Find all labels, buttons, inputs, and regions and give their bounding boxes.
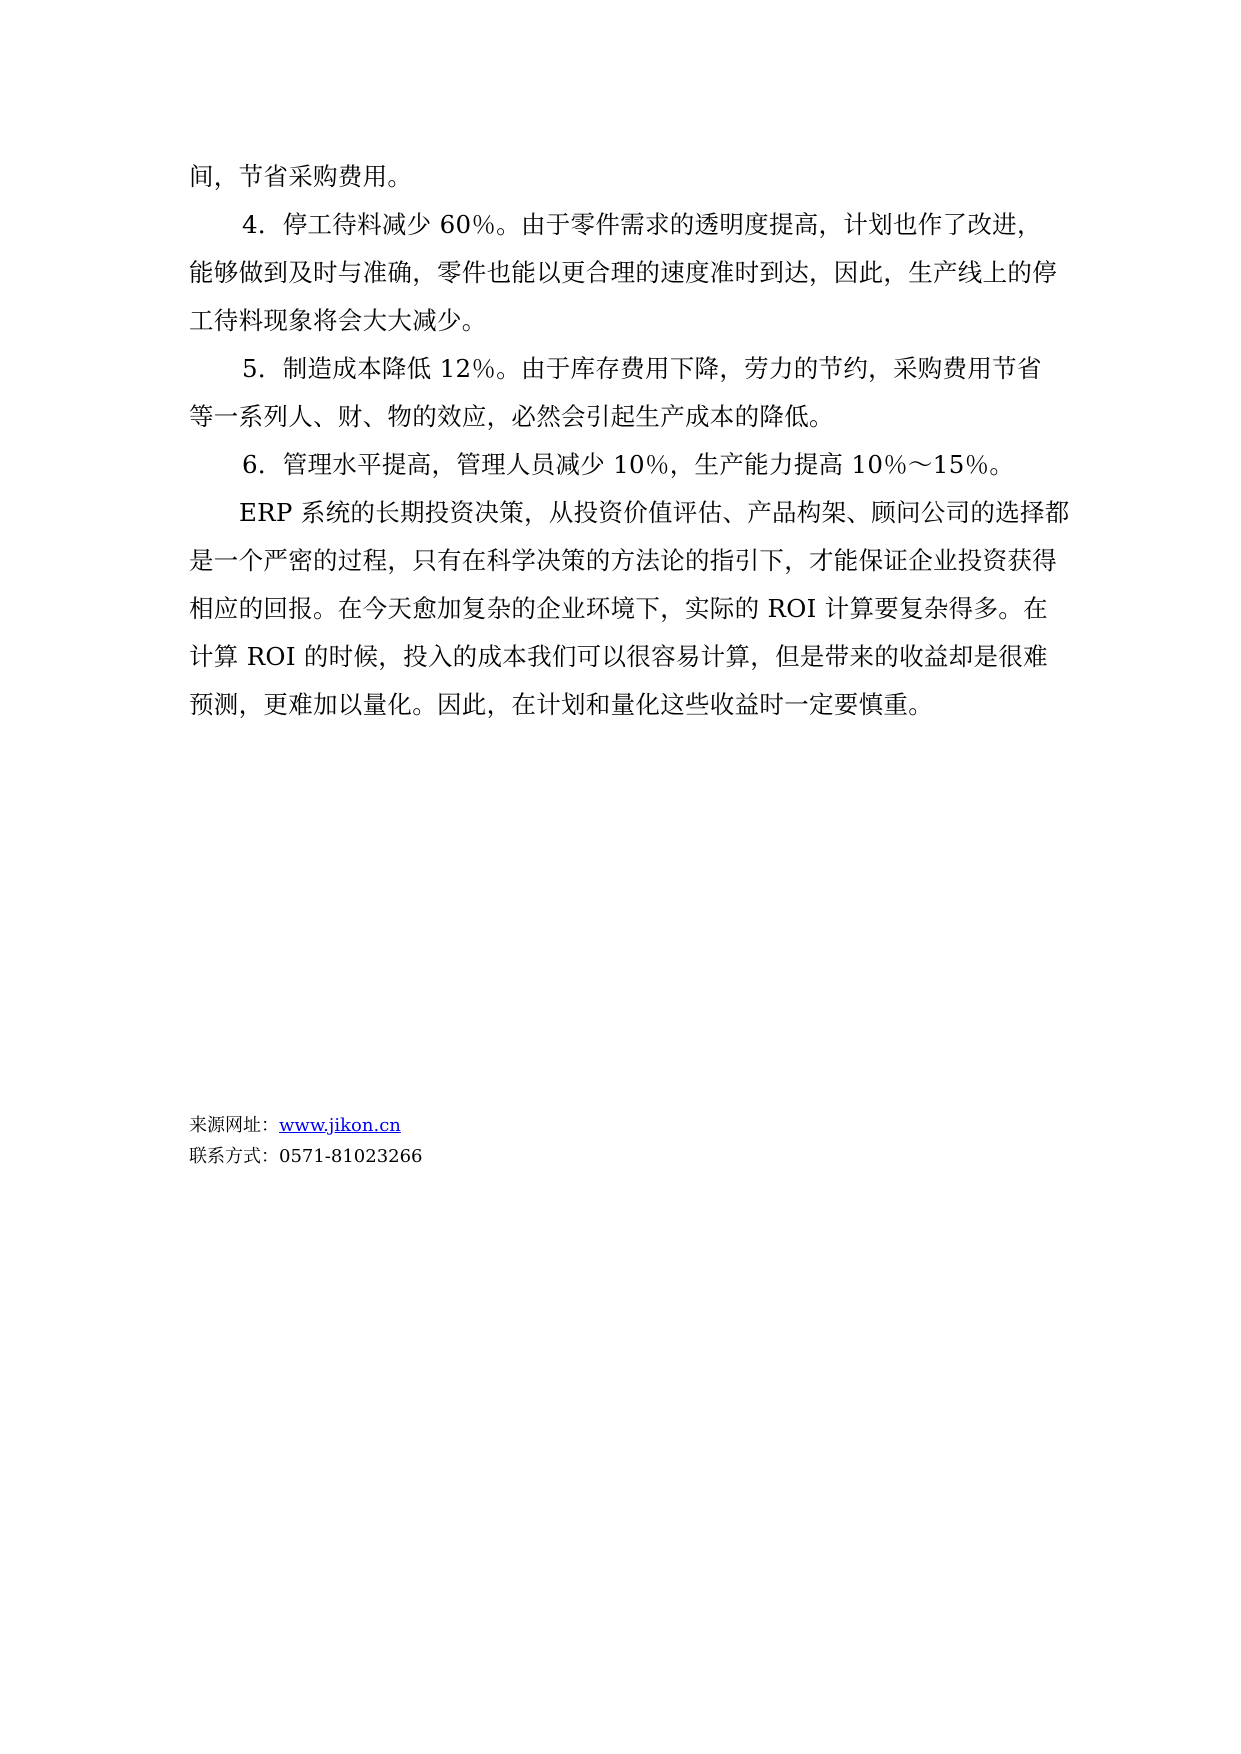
source-link[interactable]: www.jikon.cn [279, 1115, 401, 1136]
body-line-3: 能够做到及时与准确，零件也能以更合理的速度准时到达，因此，生产线上的停 [189, 258, 1057, 287]
body-line-6: 等一系列人、财、物的效应，必然会引起生产成本的降低。 [189, 402, 834, 431]
contact-label: 联系方式： [189, 1146, 279, 1167]
body-line-7: 6．管理水平提高，管理人员减少 10％，生产能力提高 10％～15％。 [242, 450, 1015, 479]
body-line-10: 相应的回报。在今天愈加复杂的企业环境下，实际的 ROI 计算要复杂得多。在 [189, 594, 1048, 623]
body-line-9: 是一个严密的过程，只有在科学决策的方法论的指引下，才能保证企业投资获得 [189, 546, 1057, 575]
body-line-12: 预测，更难加以量化。因此，在计划和量化这些收益时一定要慎重。 [189, 690, 933, 719]
contact-phone: 0571-81023266 [279, 1146, 423, 1167]
body-line-4: 工待料现象将会大大减少。 [189, 306, 487, 335]
body-line-2: 4．停工待料减少 60％。由于零件需求的透明度提高，计划也作了改进， [242, 210, 1042, 239]
footer-source [189, 1113, 401, 1139]
body-line-11: 计算 ROI 的时候，投入的成本我们可以很容易计算，但是带来的收益却是很难 [189, 642, 1048, 671]
source-label: 来源网址： [189, 1115, 279, 1136]
footer-contact [189, 1144, 423, 1170]
body-line-1: 间，节省采购费用。 [189, 162, 413, 191]
body-line-8: ERP 系统的长期投资决策，从投资价值评估、产品构架、顾问公司的选择都 [239, 498, 1070, 527]
body-line-5: 5．制造成本降低 12％。由于库存费用下降，劳力的节约，采购费用节省 [242, 354, 1042, 383]
